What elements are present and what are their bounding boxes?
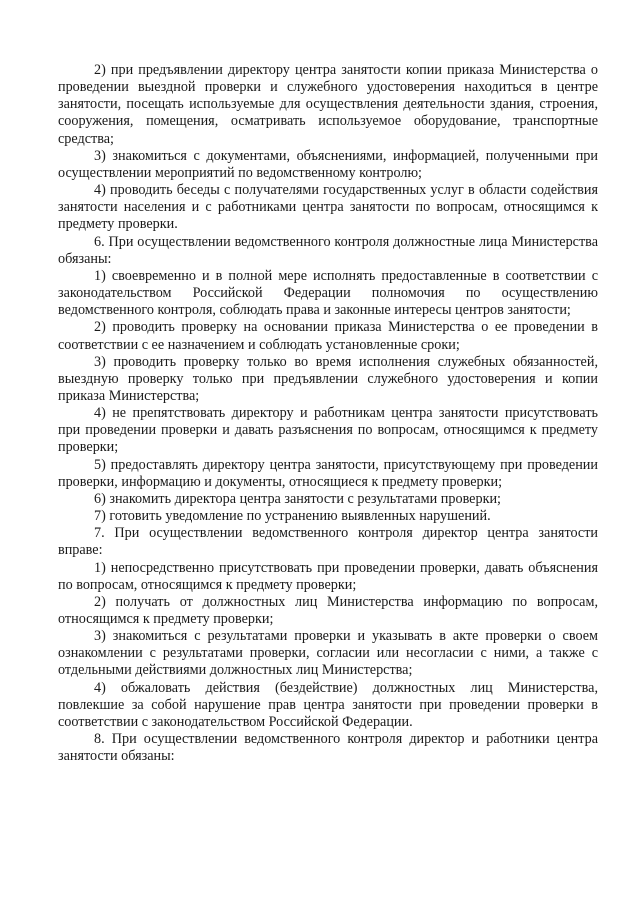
paragraph: 5) предоставлять директору центра занятости, присутствующему при проведении проверки, информацию и документы, относящиеся к предмету проверки; <box>58 456 598 490</box>
paragraph: 4) обжаловать действия (бездействие) должностных лиц Министерства, повлекшие за собой нарушение прав центра занятости при проведении проверки в соответствии с законодательством Российской Федерации. <box>58 679 598 730</box>
paragraph: 8. При осуществлении ведомственного контроля директор и работники центра занятости обязаны: <box>58 731 598 765</box>
paragraph: 2) при предъявлении директору центра занятости копии приказа Министерства о проведении выездной проверки и служебного удостоверения находиться в центре занятости, посещать используемые для осуществления деятельности здания, строения, сооружения, помещения, осматривать используемое оборудование, транспортные средства; <box>58 62 598 147</box>
paragraph: 7) готовить уведомление по устранению выявленных нарушений. <box>94 508 491 525</box>
paragraph: 7. При осуществлении ведомственного контроля директор центра занятости вправе: <box>58 525 598 559</box>
paragraph: 2) проводить проверку на основании приказа Министерства о ее проведении в соответствии с ее назначением и соблюдать установленные сроки; <box>58 319 598 353</box>
paragraph: 3) проводить проверку только во время исполнения служебных обязанностей, выездную проверку только при предъявлении служебного удостоверения и копии приказа Министерства; <box>58 353 598 404</box>
paragraph: 4) не препятствовать директору и работникам центра занятости присутствовать при проведении проверки и давать разъяснения по вопросам, относящимся к предмету проверки; <box>58 405 598 456</box>
paragraph: 4) проводить беседы с получателями государственных услуг в области содействия занятости населения и с работниками центра занятости по вопросам, относящимся к предмету проверки. <box>58 182 598 233</box>
paragraph: 2) получать от должностных лиц Министерства информацию по вопросам, относящимся к предмету проверки; <box>58 593 598 627</box>
document-page <box>58 62 598 765</box>
paragraph: 3) знакомиться с документами, объяснениями, информацией, полученными при осуществлении мероприятий по ведомственному контролю; <box>58 147 598 181</box>
paragraph: 3) знакомиться с результатами проверки и указывать в акте проверки о своем ознакомлении с результатами проверки, согласии или несогласии с ними, а также с отдельными действиями должностных лиц Министерства; <box>58 628 598 679</box>
paragraph: 1) непосредственно присутствовать при проведении проверки, давать объяснения по вопросам, относящимся к предмету проверки; <box>58 559 598 593</box>
paragraph: 6. При осуществлении ведомственного контроля должностные лица Министерства обязаны: <box>58 233 598 267</box>
paragraph: 6) знакомить директора центра занятости с результатами проверки; <box>94 490 502 507</box>
paragraph: 1) своевременно и в полной мере исполнять предоставленные в соответствии с законодательством Российской Федерации полномочия по осуществлению ведомственного контроля, соблюдать права и законные интересы центров занятости; <box>58 267 598 319</box>
